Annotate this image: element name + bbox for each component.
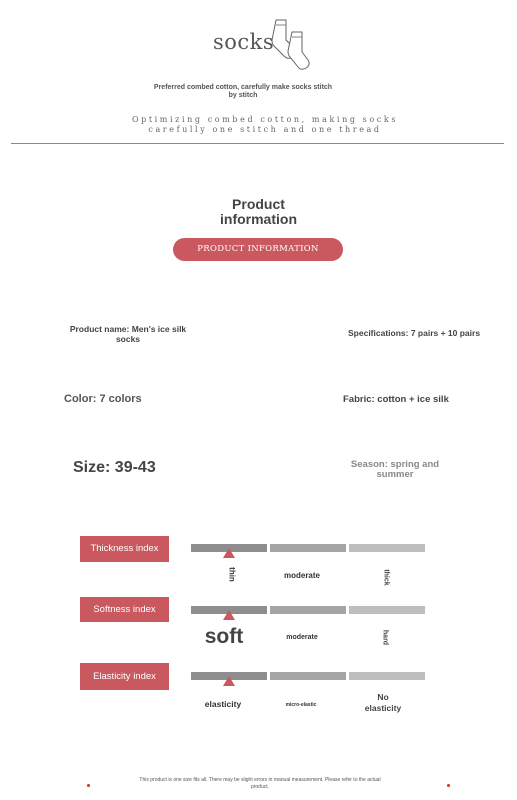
spec-season: Season: spring and summer (350, 459, 440, 480)
elasticity-bar-no-elasticity (349, 672, 425, 680)
softness-bar-moderate (270, 606, 346, 614)
socks-icon (268, 18, 314, 72)
thickness-level-thin: thin (227, 567, 237, 582)
thickness-index-label: Thickness index (80, 536, 169, 562)
thickness-level-thick: thick (382, 569, 390, 586)
footer-dot-left (87, 784, 90, 787)
elasticity-level-no-elasticity: No elasticity (364, 692, 402, 713)
softness-level-soft: soft (204, 625, 244, 648)
softness-level-hard: hard (381, 629, 389, 646)
spec-specifications: Specifications: 7 pairs + 10 pairs (348, 328, 481, 338)
elasticity-bar-micro-elastic (270, 672, 346, 680)
softness-bar-hard (349, 606, 425, 614)
spec-size: Size: 39-43 (73, 459, 156, 476)
softness-level-moderate: moderate (286, 634, 318, 641)
elasticity-index-label: Elasticity index (80, 663, 169, 690)
softness-marker (223, 610, 235, 620)
elasticity-level-micro-elastic: micro-elastic (285, 702, 317, 708)
header-divider (11, 143, 504, 144)
footer-dot-right (447, 784, 450, 787)
elasticity-marker (223, 676, 235, 686)
softness-index-label: Softness index (80, 597, 169, 622)
spec-fabric: Fabric: cotton + ice silk (343, 394, 449, 405)
tagline-short: Preferred combed cotton, carefully make socks stitch by stitch (153, 84, 333, 99)
section-title: Product information (220, 196, 297, 227)
spec-product-name: Product name: Men's ice silk socks (69, 324, 187, 344)
brand-logo-text: socks (213, 30, 275, 54)
thickness-bar-moderate (270, 544, 346, 552)
thickness-bar-thick (349, 544, 425, 552)
spec-color: Color: 7 colors (64, 393, 142, 405)
thickness-level-moderate: moderate (283, 571, 320, 580)
footer-note: This product is one size fits all. There may be slight errors in manual measurement. Please refer to the actual product. (139, 777, 381, 790)
elasticity-level-elasticity: elasticity (204, 699, 242, 709)
product-information-banner: PRODUCT INFORMATION (173, 238, 343, 261)
tagline-long: Optimizing combed cotton, making socks carefully one stitch and one thread (131, 115, 399, 134)
